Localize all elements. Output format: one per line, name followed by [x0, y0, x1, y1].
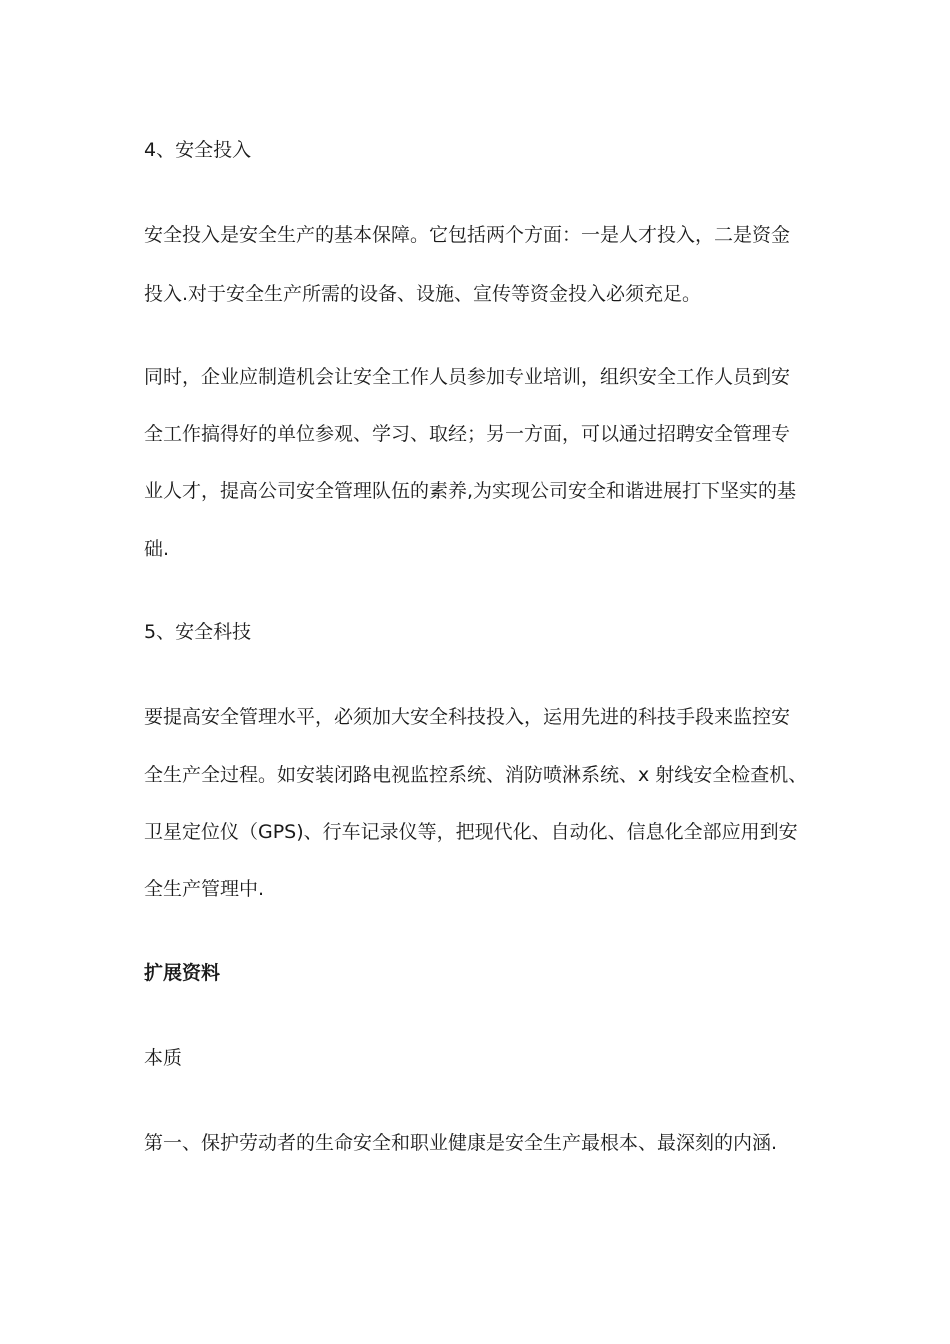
section-5-paragraph-line-2: 全生产全过程。如安装闭路电视监控系统、消防喷淋系统、x 射线安全检查机、 [144, 764, 808, 786]
section-4-paragraph-2-line-4: 础. [144, 538, 170, 560]
essence-paragraph: 第一、保护劳动者的生命安全和职业健康是安全生产最根本、最深刻的内涵. [144, 1132, 778, 1154]
section-4-paragraph-2-line-2: 全工作搞得好的单位参观、学习、取经；另一方面，可以通过招聘安全管理专 [144, 423, 791, 445]
section-5-paragraph-line-4: 全生产管理中. [144, 878, 265, 900]
section-5-paragraph-line-3: 卫星定位仪（GPS)、行车记录仪等，把现代化、自动化、信息化全部应用到安 [144, 821, 798, 843]
section-4-paragraph-1-line-1: 安全投入是安全生产的基本保障。它包括两个方面：一是人才投入，二是资金 [144, 224, 791, 246]
section-5-paragraph-line-1: 要提高安全管理水平，必须加大安全科技投入，运用先进的科技手段来监控安 [144, 706, 791, 728]
section-4-heading: 4、安全投入 [144, 139, 252, 161]
section-4-paragraph-2-line-1: 同时，企业应制造机会让安全工作人员参加专业培训，组织安全工作人员到安 [144, 366, 791, 388]
section-4-paragraph-1-line-2: 投入.对于安全生产所需的设备、设施、宣传等资金投入必须充足。 [144, 283, 702, 305]
section-4-paragraph-2-line-3: 业人才，提高公司安全管理队伍的素养,为实现公司安全和谐进展打下坚实的基 [144, 480, 797, 502]
extension-heading: 扩展资料 [144, 962, 221, 984]
essence-heading: 本质 [144, 1047, 183, 1069]
section-5-heading: 5、安全科技 [144, 621, 252, 643]
